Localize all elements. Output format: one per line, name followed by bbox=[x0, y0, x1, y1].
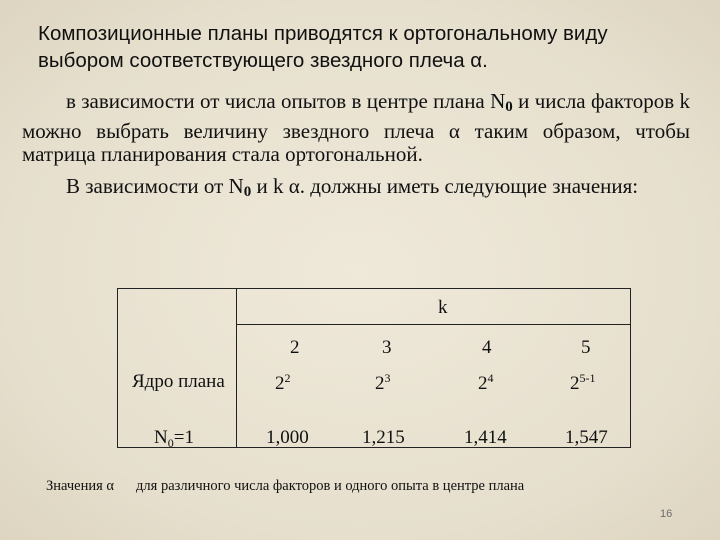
k-value-5: 5 bbox=[581, 337, 591, 358]
core-value-k2-exp: 2 bbox=[284, 371, 291, 385]
core-label: Ядро плана bbox=[132, 371, 225, 392]
core-value-k2 bbox=[275, 371, 291, 395]
table-caption bbox=[46, 478, 686, 495]
core-value-k5-base: 2 bbox=[570, 373, 580, 394]
core-value-k5 bbox=[570, 371, 596, 395]
alpha-value-k2: 1,000 bbox=[266, 427, 309, 448]
paragraph-2-subscript: 0 bbox=[243, 184, 252, 200]
paragraph-2 bbox=[22, 175, 690, 205]
k-value-3: 3 bbox=[382, 337, 392, 358]
page-number: 16 bbox=[660, 508, 673, 520]
alpha-value-k3: 1,215 bbox=[362, 427, 405, 448]
table-divider-vertical bbox=[236, 289, 237, 447]
core-value-k3-base: 2 bbox=[375, 373, 385, 394]
table-divider-horizontal bbox=[236, 324, 630, 325]
paragraph-1-text-b: и числа факторов k можно выбрать величину звездного плеча α таким образом, чтобы матрица планирования стала ортогональной. bbox=[22, 89, 690, 166]
n0-label-sub: 0 bbox=[167, 436, 174, 450]
paragraph-2-text-b: и k α. должны иметь следующие значения: bbox=[251, 174, 639, 198]
caption-text: для различного числа факторов и одного опыта в центре плана bbox=[136, 478, 525, 494]
n0-label-letter: N bbox=[154, 427, 168, 448]
n0-label bbox=[154, 427, 194, 451]
alpha-table bbox=[117, 288, 631, 448]
paragraph-1-text-a: в зависимости от числа опытов в центре плана N bbox=[66, 89, 506, 113]
paragraph-1 bbox=[22, 90, 690, 167]
heading-line-2: выбором соответствующего звездного плеча α. bbox=[38, 49, 488, 72]
caption-label: Значения α bbox=[46, 478, 115, 494]
core-value-k4-exp: 4 bbox=[487, 371, 494, 385]
alpha-value-k4: 1,414 bbox=[464, 427, 507, 448]
core-value-k4 bbox=[478, 371, 494, 395]
paragraph-1-subscript: 0 bbox=[505, 99, 513, 115]
core-value-k3 bbox=[375, 371, 391, 395]
paragraph-2-text-a: В зависимости от N bbox=[66, 174, 244, 198]
k-value-2: 2 bbox=[290, 337, 300, 358]
core-value-k2-base: 2 bbox=[275, 373, 285, 394]
alpha-value-k5: 1,547 bbox=[565, 427, 608, 448]
n0-label-rest: =1 bbox=[173, 427, 194, 448]
slide-heading bbox=[38, 20, 698, 74]
core-value-k3-exp: 3 bbox=[384, 371, 391, 385]
core-value-k5-exp: 5-1 bbox=[579, 371, 596, 385]
k-value-4: 4 bbox=[482, 337, 492, 358]
core-value-k4-base: 2 bbox=[478, 373, 488, 394]
k-header: k bbox=[438, 297, 448, 318]
heading-line-1: Композиционные планы приводятся к ортогональному виду bbox=[38, 22, 608, 45]
